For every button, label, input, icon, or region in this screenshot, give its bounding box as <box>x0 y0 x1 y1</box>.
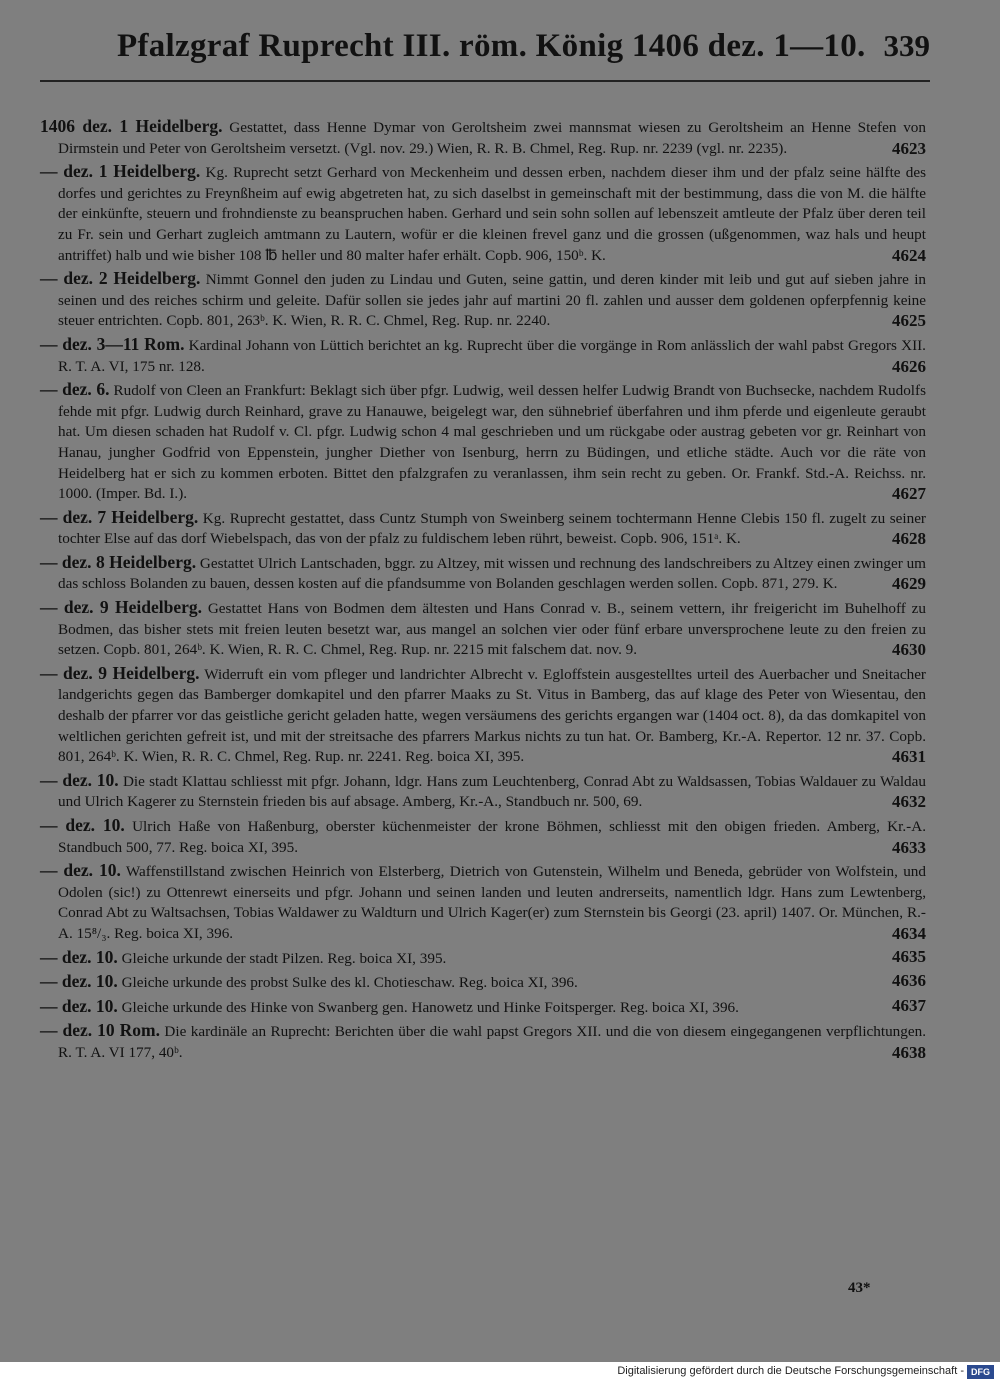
footer-bar <box>0 1362 1000 1383</box>
entry-number: 4625 <box>892 311 926 331</box>
entry-date-place: 1406 dez. 1 Heidelberg. <box>40 116 223 136</box>
entry-date-place: — dez. 9 Heidelberg. <box>40 662 200 683</box>
entry-text: Kg. Ruprecht setzt Gerhard von Meckenheim und dessen erben, nachdem dieser ihm und der pfalz seine hälfte des dorfes und gerichtes zu Freynßheim auf ewig abgetreten hat, zu sich daselbst in gemeinschaft mit der bestimmung, dass die von M. die hälfte der einkünfte, steuern und frohndienste zu beanspruchen haben. Gerhard und sein sohn sollen auf lebenszeit amtleute der Pfalz über deren teil zu Fr. sein und Gerhart zugleich amtmann zu Lautern, wofür er die kleinen frevel ganz und die grossen (ußgenommen, waz hals und heupt antriffet) halb und wie bisher 108 ℔ heller und 80 malter hafer erhält. Copb. 906, 150ᵇ. K. <box>58 164 927 264</box>
entry-text: Gestattet Hans von Bodmen dem ältesten und Hans Conrad v. B., seinem vettern, ihr freigericht im Buhelhoff zu Bodmen, das bisher stets mit freien leuten besetzt war, aus mangel an solchen vier oder fünf erbare unversprochene leute zu den freien zu setzen. Copb. 801, 264ᵇ. K. Wien, R. R. C. Chmel, Reg. Rup. nr. 2215 mit falschem dat. nov. 9. <box>58 600 927 659</box>
entry-text: Die stadt Klattau schliesst mit pfgr. Johann, ldgr. Hans zum Leuchtenberg, Conrad Abt zu Waldsassen, Tobias Waldauer zu Waldau und Ulrich Kagerer zu Sternstein frieden bis auf absage. Amberg, Kr.-A., Standbuch nr. 500, 69. <box>58 772 926 811</box>
signature-mark: 43* <box>848 1280 871 1296</box>
entry-number: 4632 <box>892 792 926 812</box>
entry-text: Nimmt Gonnel den juden zu Lindau und Guten, seine gattin, und deren kinder mit leib und gut auf sieben jahre in seinen und des reiches schirm und geleite. Dafür sollen sie jedes jahr auf martini 20 fl. zahlen und ausser dem goldenen opferpfennig keine steuer entrichten. Copb. 801, 263ᵇ. K. Wien, R. R. C. Chmel, Reg. Rup. nr. 2240. <box>58 271 927 330</box>
funding-notice: Digitalisierung gefördert durch die Deutsche Forschungsgemeinschaft - <box>617 1365 964 1377</box>
regest-entry <box>40 1020 926 1063</box>
regest-entry <box>40 996 926 1019</box>
entry-text: Gleiche urkunde der stadt Pilzen. Reg. boica XI, 395. <box>117 949 447 967</box>
regest-entry <box>40 379 926 505</box>
entry-text: Ulrich Haße von Haßenburg, oberster küchenmeister der krone Böhmen, schliesst mit den obigen frieden. Amberg, Kr.-A. Standbuch 500, 77. Reg. boica XI, 395. <box>58 818 926 856</box>
entry-number: 4637 <box>892 995 926 1015</box>
entry-date-place: — dez. 1 Heidelberg. <box>40 161 201 182</box>
entry-number: 4634 <box>892 923 926 943</box>
page-title: Pfalzgraf Ruprecht III. röm. König 1406 dez. 1—10. <box>117 28 866 64</box>
entry-date-place: — dez. 10. <box>40 815 125 835</box>
entry-number: 4629 <box>892 574 926 594</box>
regest-entry <box>40 507 926 550</box>
regest-entry <box>40 971 926 994</box>
entry-number: 4630 <box>892 640 926 660</box>
running-header <box>40 28 930 76</box>
entry-number: 4624 <box>892 245 926 265</box>
entry-date-place: — dez. 8 Heidelberg. <box>40 551 197 572</box>
entry-date-place: — dez. 10. <box>40 946 118 967</box>
entry-date-place: — dez. 6. <box>40 379 110 400</box>
entry-number: 4631 <box>892 747 926 767</box>
entry-date-place: — dez. 10. <box>40 995 118 1016</box>
regest-entry <box>40 161 926 266</box>
entry-text: Kardinal Johann von Lüttich berichtet an kg. Ruprecht über die vorgänge in Rom anlässlich der wahl pabst Gregors XII. R. T. A. VI, 175 nr. 128. <box>58 336 926 375</box>
entry-text: Widerruft ein vom pfleger und landrichter Albrecht v. Egloffstein ausgestelltes urteil des Auerbacher und Sneitacher landgerichts gegen das Bamberger domkapitel und den pfarrer Maaks zu St. Vitus in Bamberg, das auf klage des Peter von Wiesentau, den deshalb der pfarrer vor das geistliche gericht geladen hatte, wegen versäumens des gerichts ergangen war (1404 oct. 8), da das domkapitel von weltlichen gerichten gefreit ist, und mit der streitsache des pfarrers Markus nichts zu tun hat. Or. Bamberg, Kr.-A. Repertor. 12 nr. 37. Copb. 801, 264ᵇ. K. Wien, R. R. C. Chmel, Reg. Rup. nr. 2241. Reg. boica XI, 395. <box>58 665 926 766</box>
entry-date-place: — dez. 10. <box>40 769 119 790</box>
entry-number: 4638 <box>892 1042 926 1062</box>
entry-date-place: — dez. 10. <box>40 860 121 881</box>
entry-number: 4626 <box>892 356 926 376</box>
entry-number: 4628 <box>892 529 926 549</box>
entry-date-place: — dez. 7 Heidelberg. <box>40 506 199 527</box>
regest-entry <box>40 334 926 377</box>
entry-text: Gestattet Ulrich Lantschaden, bggr. zu Altzey, mit wissen und rechnung des landschreibers zu Altzey einen zwinger um das schloss Bolanden zu bauen, dessen kosten auf die pfandsumme von Bolanden geschlagen werden sollen. Copb. 871, 279. K. <box>58 554 926 593</box>
entry-number: 4623 <box>892 138 926 158</box>
entry-text: Gestattet, dass Henne Dymar von Geroltsheim zwei mannsmat wiesen zu Geroltsheim an Henne Stefen von Dirmstein und Peter von Geroltsheim versetzt. (Vgl. nov. 29.) Wien, R. R. B. Chmel, Reg. Rup. nr. 2239 (vgl. nr. 2235). <box>58 119 926 157</box>
regesta-list <box>40 116 926 1066</box>
header-rule <box>40 80 930 82</box>
regest-entry <box>40 947 926 970</box>
page-number: 339 <box>883 28 930 63</box>
regest-entry <box>40 663 926 768</box>
entry-date-place: — dez. 9 Heidelberg. <box>40 597 203 618</box>
regest-entry <box>40 597 926 661</box>
entry-date-place: — dez. 10 Rom. <box>40 1020 160 1041</box>
entry-text: Rudolf von Cleen an Frankfurt: Beklagt sich über pfgr. Ludwig, weil dessen helfer Ludwig Brandt von Buchsecke, nachdem Rudolfs fehde mit pfgr. Ludwig durch Reinhard, grave zu Hanauwe, beigelegt war, den sühnebrief überfahren und ihm pferde und eigenleute geraubt hat. Um diesen schaden hat Rudolf v. Cl. pfgr. Ludwig schon 4 mal geschrieben und um rückgabe oder austrag gebeten vor gr. Reinhart von Hanau, jungher Godfrid von Eppenstein, jungher Diether von Isenburg, herrn zu Büdingen, und etliche städte. Auch vor die räte von Heidelberg hat er sich zu kommen erboten. Bittet den pfalzgrafen zu veranlassen, ihm sein recht zu geben. Or. Frankf. Std.-A. Reichss. nr. 1000. (Imper. Bd. I.). <box>58 382 926 503</box>
entry-text: Die kardinäle an Ruprecht: Berichten über die wahl papst Gregors XII. und die von diesem eingegangenen verpflichtungen. R. T. A. VI 177, 40ᵇ. <box>58 1023 927 1061</box>
entry-text: Waffenstillstand zwischen Heinrich von Elsterberg, Dietrich von Gutenstein, Wilhelm und Beneda, gebrüder von Wolfstein, und Odolen (sic!) zu Ottenrewt einerseits und pfgr. Johann und seinen landen und leuten andrerseits, namentlich ldgr. Hans zum Lewtenberg, Conrad Abt zu Waltsachsen, Tobias Waldawer zu Waldturn und Ulrich Kager(er) zum Sternstein bis Georgi (23. april) 1407. Or. München, R.-A. 15⁸/₃. Reg. boica XI, 396. <box>58 863 926 942</box>
entry-text: Kg. Ruprecht gestattet, dass Cuntz Stumph von Sweinberg seinem tochtermann Henne Clebis 150 fl. zugelt zu seiner tochter Else auf das dorf Wiebelspach, das von der pfalz zu fuldischem leben rührt, beweist. Copb. 906, 151ᵃ. K. <box>58 509 926 548</box>
regest-entry <box>40 860 926 944</box>
dfg-logo-icon[interactable]: DFG <box>967 1365 994 1379</box>
entry-number: 4633 <box>892 837 926 857</box>
regest-entry <box>40 116 926 159</box>
entry-number: 4636 <box>892 971 926 991</box>
entry-date-place: — dez. 2 Heidelberg. <box>40 268 201 289</box>
regest-entry <box>40 268 926 332</box>
entry-date-place: — dez. 3—11 Rom. <box>40 333 185 354</box>
regest-entry <box>40 815 926 858</box>
entry-text: Gleiche urkunde des probst Sulke des kl. Chotieschaw. Reg. boica XI, 396. <box>117 974 578 992</box>
entry-text: Gleiche urkunde des Hinke von Swanberg gen. Hanowetz und Hinke Foitsperger. Reg. boica XI, 396. <box>117 998 739 1016</box>
regest-entry <box>40 552 926 595</box>
entry-number: 4627 <box>892 484 926 504</box>
entry-number: 4635 <box>892 946 926 966</box>
entry-date-place: — dez. 10. <box>40 971 118 992</box>
regest-entry <box>40 770 926 813</box>
